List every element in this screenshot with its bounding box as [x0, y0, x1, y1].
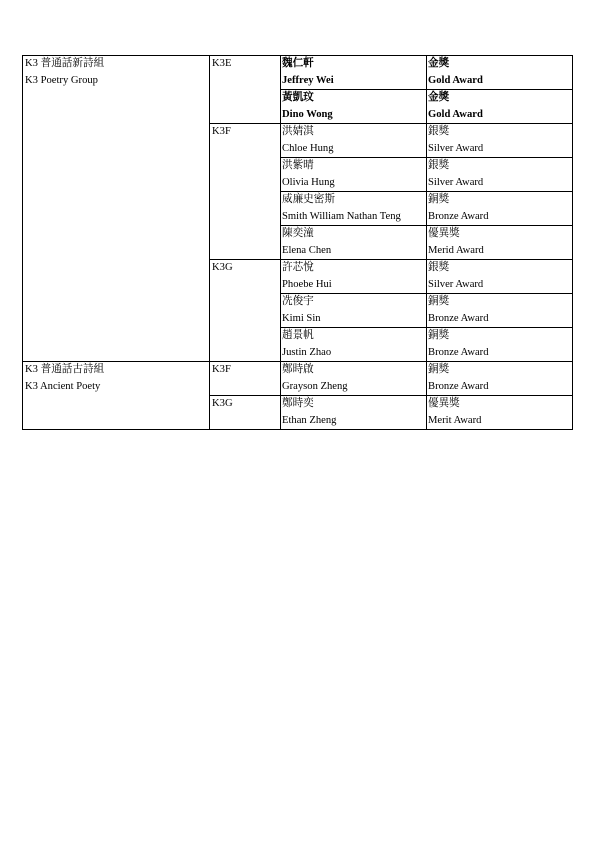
- award-name-en: Silver Award: [428, 142, 484, 154]
- award-cell: [427, 90, 573, 124]
- class-cell: [210, 124, 281, 260]
- student-name-cell: [281, 260, 427, 294]
- student-name-en: Grayson Zheng: [282, 380, 348, 392]
- student-name-zh: 冼俊宇: [282, 296, 314, 307]
- class-cell: [210, 56, 281, 124]
- student-name-zh: 洪紫晴: [282, 160, 314, 171]
- award-cell: [427, 260, 573, 294]
- award-cell: [427, 158, 573, 192]
- group-cell: [23, 362, 210, 430]
- student-name-zh: 威廉史密斯: [282, 194, 335, 205]
- award-name-en: Bronze Award: [428, 380, 489, 392]
- award-cell: [427, 56, 573, 90]
- student-name-zh: 洪婧淇: [282, 126, 314, 137]
- student-name-en: Chloe Hung: [282, 142, 334, 154]
- student-name-cell: [281, 124, 427, 158]
- student-name-zh: 鄭時啟: [282, 364, 314, 375]
- award-name-zh: 銅獎: [428, 296, 450, 307]
- award-name-en: Merid Award: [428, 244, 484, 256]
- award-cell: [427, 328, 573, 362]
- student-name-zh: 鄭時奕: [282, 398, 314, 409]
- award-name-zh: 銅獎: [428, 364, 450, 375]
- student-name-cell: [281, 328, 427, 362]
- student-name-zh: 黃凱玟: [282, 92, 314, 103]
- class-label: K3F: [212, 364, 231, 375]
- class-label: K3F: [212, 126, 231, 137]
- class-cell: [210, 362, 281, 396]
- student-name-en: Phoebe Hui: [282, 278, 332, 290]
- award-name-en: Merit Award: [428, 414, 482, 426]
- class-cell: [210, 260, 281, 362]
- group-cell: [23, 56, 210, 362]
- award-name-en: Gold Award: [428, 108, 483, 120]
- award-name-zh: 優異獎: [428, 228, 460, 239]
- award-name-zh: 銀獎: [428, 126, 450, 137]
- student-name-en: Justin Zhao: [282, 346, 332, 358]
- student-name-cell: [281, 294, 427, 328]
- group-name-en: K3 Ancient Poety: [25, 380, 101, 392]
- student-name-en: Smith William Nathan Teng: [282, 210, 401, 222]
- student-name-en: Elena Chen: [282, 244, 332, 256]
- award-name-en: Bronze Award: [428, 346, 489, 358]
- student-name-en: Kimi Sin: [282, 312, 321, 324]
- class-label: K3G: [212, 398, 233, 409]
- awards-table: [22, 55, 573, 430]
- award-cell: [427, 226, 573, 260]
- student-name-en: Ethan Zheng: [282, 414, 337, 426]
- award-name-en: Bronze Award: [428, 210, 489, 222]
- group-name-en: K3 Poetry Group: [25, 74, 98, 86]
- class-label: K3E: [212, 58, 232, 69]
- award-name-zh: 金獎: [428, 92, 450, 103]
- awards-table-body: [23, 56, 573, 430]
- student-name-en: Olivia Hung: [282, 176, 335, 188]
- award-name-en: Silver Award: [428, 176, 484, 188]
- student-name-cell: [281, 362, 427, 396]
- award-cell: [427, 396, 573, 430]
- student-name-zh: 陳奕潼: [282, 228, 314, 239]
- student-name-zh: 趙景帆: [282, 330, 314, 341]
- award-name-en: Bronze Award: [428, 312, 489, 324]
- award-name-zh: 銀獎: [428, 262, 450, 273]
- student-name-zh: 魏仁軒: [282, 58, 314, 69]
- award-name-en: Gold Award: [428, 74, 483, 86]
- table-row: [23, 56, 573, 90]
- class-label: K3G: [212, 262, 233, 273]
- class-cell: [210, 396, 281, 430]
- group-name-zh: K3 普通話新詩組: [25, 58, 105, 69]
- student-name-cell: [281, 396, 427, 430]
- award-name-zh: 銅獎: [428, 194, 450, 205]
- award-name-en: Silver Award: [428, 278, 484, 290]
- award-cell: [427, 294, 573, 328]
- student-name-cell: [281, 226, 427, 260]
- student-name-zh: 許芯悅: [282, 262, 314, 273]
- student-name-cell: [281, 56, 427, 90]
- award-cell: [427, 362, 573, 396]
- award-name-zh: 優異獎: [428, 398, 460, 409]
- student-name-en: Dino Wong: [282, 108, 333, 120]
- award-name-zh: 金獎: [428, 58, 450, 69]
- student-name-cell: [281, 90, 427, 124]
- table-row: [23, 362, 573, 396]
- award-name-zh: 銀獎: [428, 160, 450, 171]
- group-name-zh: K3 普通話古詩組: [25, 364, 105, 375]
- student-name-en: Jeffrey Wei: [282, 74, 334, 86]
- student-name-cell: [281, 192, 427, 226]
- award-name-zh: 銅獎: [428, 330, 450, 341]
- award-cell: [427, 192, 573, 226]
- award-cell: [427, 124, 573, 158]
- student-name-cell: [281, 158, 427, 192]
